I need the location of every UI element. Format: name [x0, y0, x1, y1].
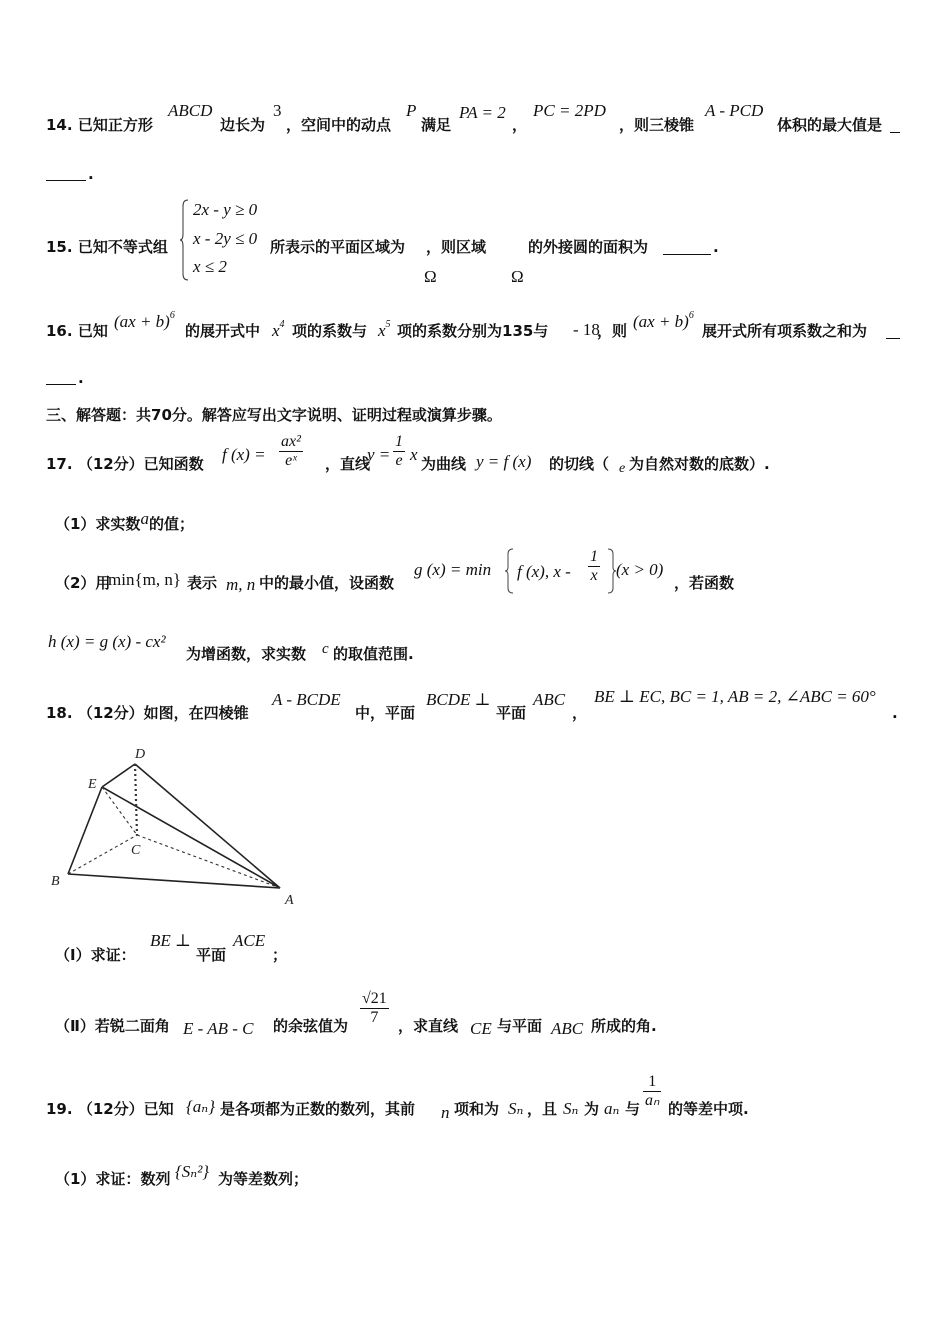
q14-math-apcd: A - PCD	[705, 101, 764, 120]
q19-text-3: ，且	[527, 1100, 558, 1118]
q15-text-3: ，则区域	[426, 238, 487, 256]
q19-text-6: 的等差中项.	[668, 1100, 749, 1118]
q15-text-2: 所表示的平面区域为	[270, 238, 406, 256]
q17-g-lhs: g (x) = min	[414, 560, 492, 579]
q14-text-2: 边长为	[220, 116, 266, 134]
q17-part2-text-1: 表示	[187, 574, 218, 592]
q19-text-4: 为	[584, 1100, 600, 1118]
q17-part2-label: （2）用	[55, 574, 111, 592]
q14-end: .	[88, 165, 94, 183]
q17-text-3: 的切线（	[549, 455, 610, 473]
q16-text-2: 的展开式中	[185, 322, 261, 340]
q18-part2-ce: CE	[470, 1019, 492, 1038]
q17-y-fraction	[393, 433, 405, 470]
edge-DC-hidden	[135, 764, 137, 835]
q17-f-lhs: f (x) =	[222, 445, 266, 464]
edge-ED	[102, 764, 135, 787]
q18-part2-text-4: 所成的角.	[591, 1017, 657, 1035]
q17-part2-text-5: 的取值范围.	[333, 645, 414, 663]
q19-math-sn: Sₙ	[508, 1099, 524, 1118]
q17-part2-text-3: ，若函数	[674, 574, 735, 592]
q17-y-lhs: y =	[367, 445, 391, 464]
q18-part1-math: BE ⊥	[150, 931, 192, 950]
q18-math-pyramid: A - BCDE	[272, 690, 341, 709]
q16-blank-b[interactable]	[46, 368, 76, 385]
q18-cos-numerator: √21	[362, 990, 387, 1007]
q18-score: （12分）如图，在四棱锥	[77, 704, 249, 722]
q14-math-pc: PC = 2PD	[533, 101, 606, 120]
q15-line	[46, 237, 168, 257]
q19-frac-numerator: 1	[643, 1073, 661, 1092]
q16-math-expr-2: (ax + b)$^6$	[633, 310, 694, 331]
q16-number: 16.	[46, 322, 73, 340]
q17-f-numerator: ax²	[281, 433, 301, 450]
q19-part1-end: 为等差数列；	[218, 1170, 309, 1188]
q17-g-denominator: x	[590, 567, 598, 584]
q19-math-an: {aₙ}	[186, 1097, 215, 1116]
q14-text-1: 已知正方形	[77, 116, 153, 134]
q19-text-5: 与	[625, 1100, 641, 1118]
q18-line	[46, 703, 249, 723]
q14-number: 14.	[46, 116, 73, 134]
q17-text-2: 为曲线	[421, 455, 467, 473]
q17-score: （12分）已知函数	[77, 455, 204, 473]
q19-part1-label: （1）求证：数列	[55, 1170, 171, 1188]
q14-blank-a[interactable]	[890, 116, 900, 133]
q18-part2-text-2: ，求直线	[398, 1017, 459, 1035]
edge-EA	[102, 787, 280, 888]
q15-text-1: 已知不等式组	[77, 238, 168, 256]
q19-fraction	[643, 1073, 661, 1110]
q19-number: 19.	[46, 1100, 73, 1118]
q18-part1-label: （Ⅰ）求证：	[55, 946, 136, 964]
q18-part2-dihedral: E - AB - C	[183, 1019, 254, 1038]
q19-text-2: 项和为	[454, 1100, 500, 1118]
q17-f-denominator: eˣ	[285, 452, 297, 469]
q19-math-an-2: aₙ	[604, 1099, 620, 1118]
q16-math-x4: $x^4$	[272, 319, 285, 340]
q19-math-sn-2: Sₙ	[563, 1099, 579, 1118]
q18-math-bcde: BCDE ⊥	[426, 690, 491, 709]
q17-part1: （1）求实数a的值；	[55, 509, 194, 533]
q15-text-4: 的外接圆的面积为	[528, 238, 649, 256]
q17-math-e: e	[619, 461, 626, 476]
q14-math-3: 3	[273, 101, 282, 120]
q19-part1-math: {Sₙ²}	[175, 1162, 210, 1181]
q17-y-denominator: e	[395, 452, 403, 469]
q18-text-3: ，	[572, 704, 588, 722]
q17-text-4: 为自然对数的底数）.	[629, 455, 770, 473]
q15-number: 15.	[46, 238, 73, 256]
q16-text-4: 项的系数分别为135与	[397, 322, 549, 340]
q18-end: .	[892, 704, 898, 722]
q15-ineq-2: x - 2y ≤ 0	[193, 229, 258, 248]
q18-part1-end: ；	[272, 946, 288, 964]
q17-h-expr: h (x) = g (x) - cx²	[48, 632, 166, 651]
q16-text-1: 已知	[77, 322, 108, 340]
label-B: B	[51, 874, 60, 889]
q16-line	[46, 321, 108, 341]
q18-part2-text-1: 的余弦值为	[273, 1017, 349, 1035]
q15-omega-1: Ω	[424, 267, 437, 286]
q19-text-1: 是各项都为正数的数列，其前	[220, 1100, 416, 1118]
q16-text-6: 展开式所有项系数之和为	[702, 322, 868, 340]
q15-brace	[180, 198, 190, 282]
q16-end: .	[78, 369, 84, 387]
q17-y-x: x	[410, 445, 418, 464]
q17-g-brace-right	[606, 548, 616, 594]
q19-score: （12分）已知	[77, 1100, 174, 1118]
q18-part1-math-2: ACE	[233, 931, 266, 950]
q19-math-n: n	[441, 1103, 450, 1122]
q18-text-1: 中，平面	[355, 704, 416, 722]
q18-number: 18.	[46, 704, 73, 722]
label-C: C	[131, 843, 141, 858]
q17-g-inner: f (x), x -	[517, 562, 571, 581]
q17-y-numerator: 1	[395, 433, 403, 450]
q18-part1-text: 平面	[196, 946, 227, 964]
q17-mn: m, n	[226, 575, 256, 594]
q18-text-2: 平面	[496, 704, 527, 722]
q19-frac-denominator: aₙ	[645, 1092, 660, 1109]
q17-g-numerator: 1	[590, 548, 598, 565]
q17-g-brace-left	[505, 548, 515, 594]
q17-number: 17.	[46, 455, 73, 473]
q14-line	[46, 115, 153, 135]
q17-part2-text-2: 中的最小值，设函数	[259, 574, 395, 592]
q14-math-pa: PA = 2	[459, 103, 506, 122]
q18-part2-text-3: 与平面	[497, 1017, 543, 1035]
q14-text-3: ，空间中的动点	[286, 116, 392, 134]
label-A: A	[285, 893, 294, 908]
q17-text-1: ，直线	[325, 455, 371, 473]
q14-math-abcd: ABCD	[168, 101, 213, 120]
q17-g-condition: (x > 0)	[616, 560, 664, 579]
q17-g-fraction	[588, 548, 600, 585]
q14-text-4: 满足	[421, 116, 452, 134]
edge-EC-hidden	[102, 787, 137, 835]
q16-math-x5: $x^5$	[378, 319, 391, 340]
q14-text-7: 体积的最大值是	[777, 116, 883, 134]
q18-math-abc: ABC	[533, 690, 566, 709]
q14-text-5: ，	[512, 116, 528, 134]
q17-min-expr: min{m, n}	[108, 570, 181, 589]
q14-math-p: P	[406, 101, 417, 120]
q17-line	[46, 454, 204, 474]
q17-math-c: c	[322, 641, 329, 657]
edge-BC-hidden	[68, 835, 137, 874]
q15-ineq-1: 2x - y ≥ 0	[193, 200, 258, 219]
q17-f-fraction	[279, 433, 303, 470]
edge-BE	[68, 787, 102, 874]
q18-part2-label: （Ⅱ）若锐二面角	[55, 1017, 170, 1035]
q18-condition: BE ⊥ EC, BC = 1, AB = 2, ∠ABC = 60°	[594, 687, 876, 706]
q16-math-expr-1: (ax + b)$^6$	[114, 310, 175, 331]
q18-cos-fraction	[360, 990, 389, 1027]
q18-part2-abc: ABC	[551, 1019, 584, 1038]
q14-text-6: ，则三棱锥	[619, 116, 695, 134]
q18-pyramid-figure	[45, 740, 305, 910]
q19-line	[46, 1099, 174, 1119]
q15-omega-2: Ω	[511, 267, 524, 286]
q17-part2-text-4: 为增函数，求实数	[186, 645, 307, 663]
q16-blank-a[interactable]	[886, 322, 900, 339]
section-3-heading: 三、解答题：共70分。解答应写出文字说明、证明过程或演算步骤。	[46, 406, 502, 424]
q15-ineq-3: x ≤ 2	[193, 257, 227, 276]
q17-curve: y = f (x)	[476, 452, 532, 471]
label-E: E	[88, 777, 97, 792]
label-D: D	[135, 747, 146, 762]
q16-text-5: ，则	[597, 322, 628, 340]
q16-math-neg18: - 18	[573, 320, 600, 339]
q15-end: .	[713, 238, 719, 256]
edge-BA	[68, 874, 280, 888]
q14-blank-b[interactable]	[46, 164, 86, 181]
q18-cos-denominator: 7	[370, 1009, 379, 1026]
q15-blank[interactable]	[663, 238, 711, 255]
edge-DA	[135, 764, 280, 888]
q16-text-3: 项的系数与	[292, 322, 368, 340]
